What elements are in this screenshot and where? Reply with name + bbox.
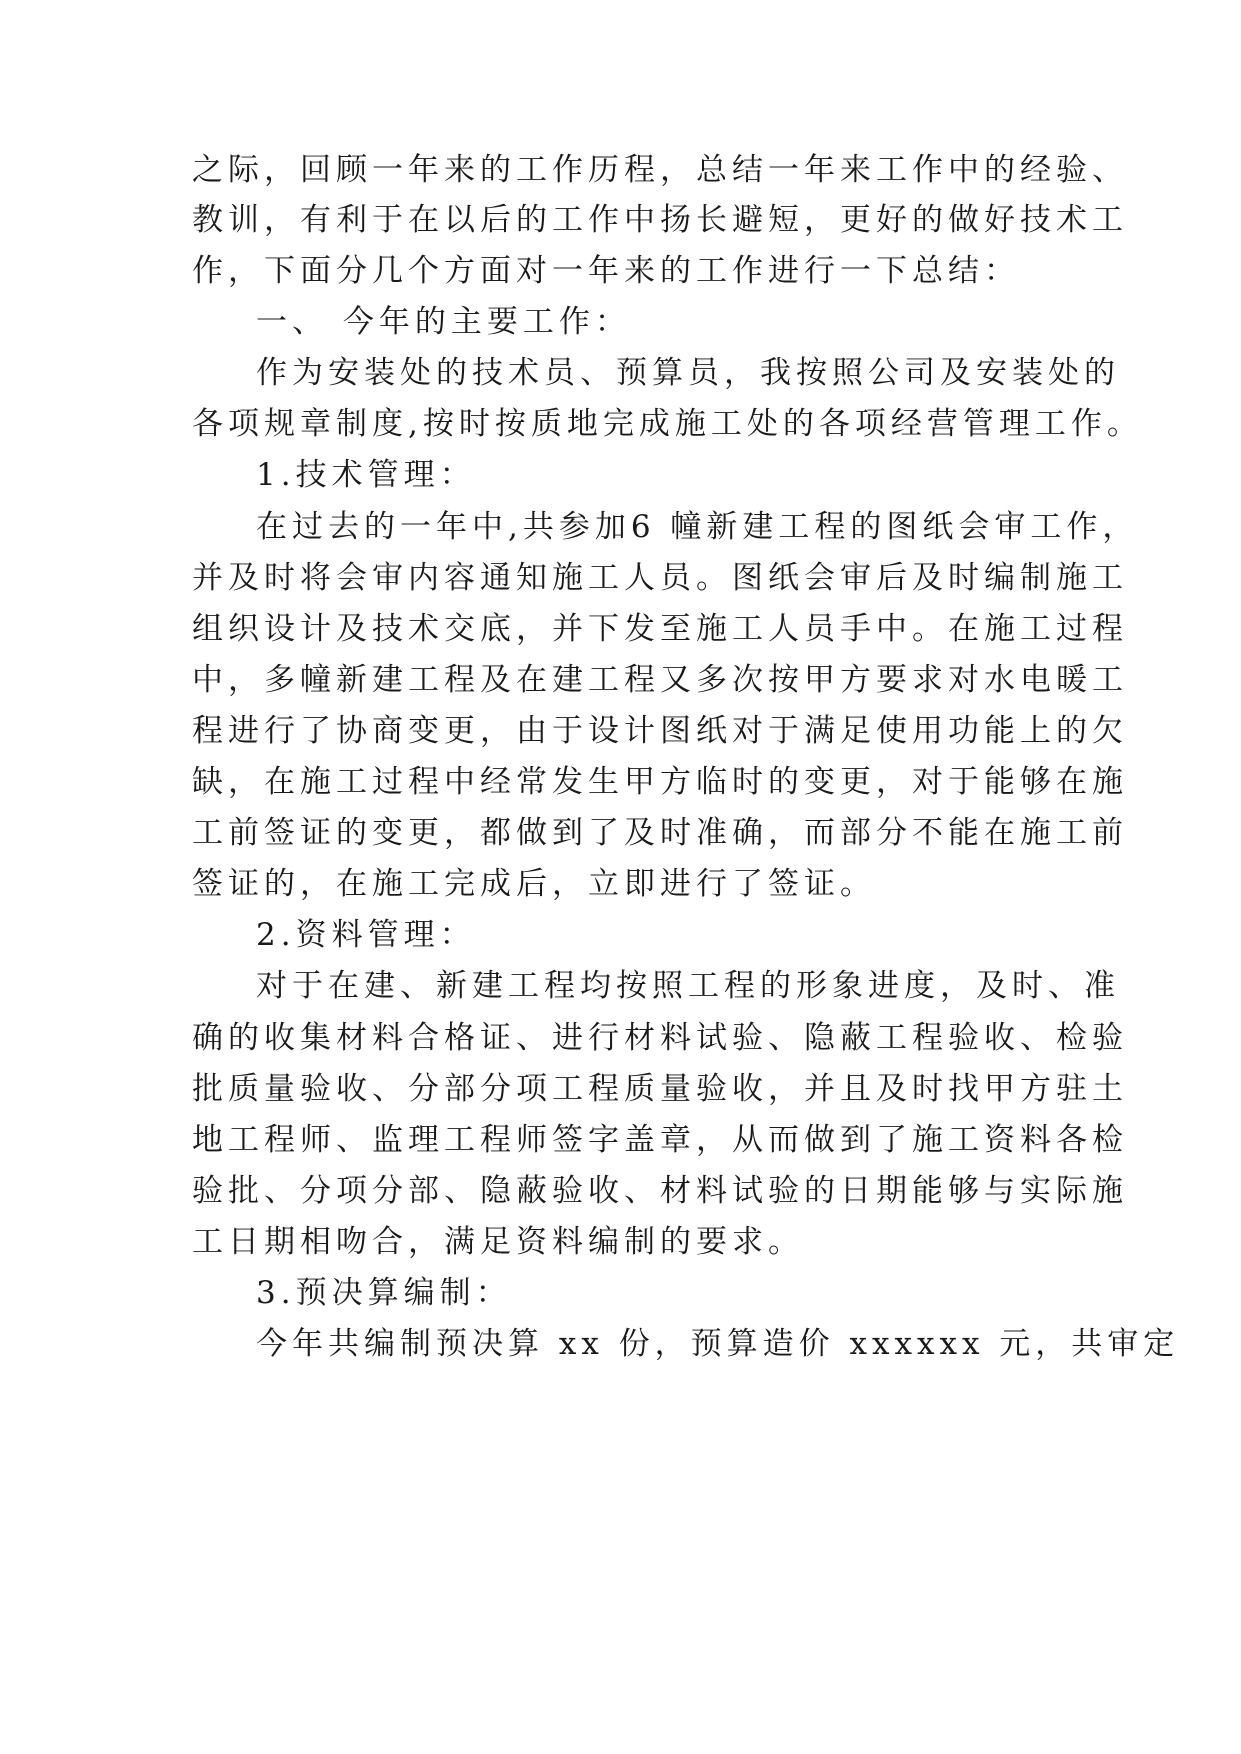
text-line: 并及时将会审内容通知施工人员。图纸会审后及时编制施工 — [192, 560, 1128, 596]
text-line: 对于在建、新建工程均按照工程的形象进度，及时、准 — [256, 968, 1120, 1004]
text-line: 组织设计及技术交底，并下发至施工人员手中。在施工过程 — [192, 611, 1128, 647]
text-line: 作为安装处的技术员、预算员，我按照公司及安装处的 — [256, 355, 1120, 391]
text-line: 工日期相吻合，满足资料编制的要求。 — [192, 1224, 804, 1260]
section-heading: 一、 今年的主要工作： — [256, 304, 631, 340]
text-line: 程进行了协商变更，由于设计图纸对于满足使用功能上的欠 — [192, 713, 1128, 749]
text-line: 工前签证的变更，都做到了及时准确，而部分不能在施工前 — [192, 815, 1128, 851]
text-line: 验批、分项分部、隐蔽验收、材料试验的日期能够与实际施 — [192, 1173, 1128, 1209]
text-line: 今年共编制预决算 xx 份，预算造价 xxxxxx 元，共审定 — [256, 1326, 1180, 1362]
text-line: 批质量验收、分部分项工程质量验收，并且及时找甲方驻土 — [192, 1071, 1128, 1107]
text-line: 中，多幢新建工程及在建工程又多次按甲方要求对水电暖工 — [192, 662, 1128, 698]
text-line: 教训，有利于在以后的工作中扬长避短，更好的做好技术工 — [192, 202, 1128, 238]
text-line: 缺，在施工过程中经常发生甲方临时的变更，对于能够在施 — [192, 764, 1128, 800]
text-line: 各项规章制度,按时按质地完成施工处的各项经营管理工作。 — [192, 406, 1143, 442]
text-line: 之际，回顾一年来的工作历程，总结一年来工作中的经验、 — [192, 152, 1128, 188]
subsection-heading: 1.技术管理： — [256, 457, 476, 493]
text-line: 地工程师、监理工程师签字盖章，从而做到了施工资料各检 — [192, 1122, 1128, 1158]
text-line: 确的收集材料合格证、进行材料试验、隐蔽工程验收、检验 — [192, 1020, 1128, 1056]
text-line: 作，下面分几个方面对一年来的工作进行一下总结： — [192, 253, 1020, 289]
text-line: 在过去的一年中,共参加6 幢新建工程的图纸会审工作， — [256, 509, 1139, 545]
subsection-heading: 2.资料管理： — [256, 917, 476, 953]
text-line: 签证的，在施工完成后，立即进行了签证。 — [192, 866, 876, 902]
subsection-heading: 3.预决算编制： — [256, 1275, 512, 1311]
